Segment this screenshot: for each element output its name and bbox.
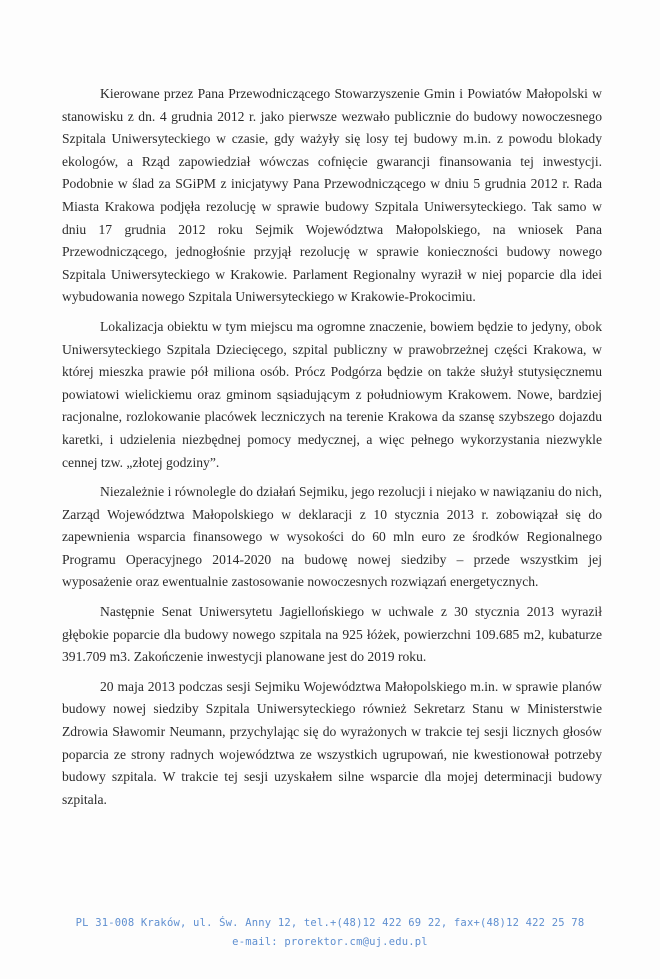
paragraph-1: Kierowane przez Pana Przewodniczącego Stowarzyszenie Gmin i Powiatów Małopolski w stanowisku z dn. 4 grudnia 2012 r. jako pierwsze wezwało publicznie do budowy nowoczesnego Szpitala Uniwersyteckiego w czasie, gdy ważyły się losy tej budowy m.in. z powodu blokady ekologów, a Rząd zapowiedział wówczas cofnięcie gwarancji finansowania tej inwestycji. Podobnie w ślad za SGiPM z inicjatywy Pana Przewodniczącego w dniu 5 grudnia 2012 r. Rada Miasta Krakowa podjęła rezolucję w sprawie budowy Szpitala Uniwersyteckiego. Tak samo w dniu 17 grudnia 2012 roku Sejmik Województwa Małopolskiego, na wniosek Pana Przewodniczącego, jednogłośnie przyjął rezolucję w sprawie konieczności budowy nowego Szpitala Uniwersyteckiego w Krakowie. Parlament Regionalny wyraził w niej poparcie dla idei wybudowania nowego Szpitala Uniwersyteckiego w Krakowie-Prokocimiu. — [62, 86, 602, 305]
paragraph-5: 20 maja 2013 podczas sesji Sejmiku Województwa Małopolskiego m.in. w sprawie planów budowy nowej siedziby Szpitala Uniwersyteckiego również Sekretarz Stanu w Ministerstwie Zdrowia Sławomir Neumann, przychylając się do wyrażonych w trakcie tej sesji licznych głosów poparcia ze strony radnych województwa ze wszystkich ugrupowań, nie kwestionował potrzeby budowy szpitala. W trakcie tej sesji uzyskałem silne wsparcie dla mojej determinacji budowy szpitala. — [62, 678, 602, 807]
paragraph-2: Lokalizacja obiektu w tym miejscu ma ogromne znaczenie, bowiem będzie to jedyny, obok Uniwersyteckiego Szpitala Dziecięcego, szpital publiczny w prawobrzeżnej części Krakowa, w której mieszka prawie pół miliona osób. Prócz Podgórza będzie on także służył stutysięcznemu powiatowi wielickiemu oraz gminom sąsiadującym z południowym Krakowem. Nowe, bardziej racjonalne, rozlokowanie placówek leczniczych na terenie Krakowa da szansę szybszego dojazdu karetki, i udzielenia niezbędnej pomocy medycznej, a więc pełnego wykorzystania niezwykle cennej tzw. „złotej godziny”. — [62, 318, 602, 470]
paragraph-3: Niezależnie i równolegle do działań Sejmiku, jego rezolucji i niejako w nawiązaniu do nich, Zarząd Województwa Małopolskiego w deklaracji z 10 stycznia 2013 r. zobowiązał się do zapewnienia wsparcia finansowego w wysokości do 60 mln euro ze środków Regionalnego Programu Operacyjnego 2014-2020 na budowę nowej siedziby – przede wszystkim jej wyposażenie oraz ewentualnie zastosowanie nowoczesnych rozwiązań energetycznych. — [62, 484, 602, 590]
paragraph-4: Następnie Senat Uniwersytetu Jagiellońskiego w uchwale z 30 stycznia 2013 wyraził głębokie poparcie dla budowy nowego szpitala na 925 łóżek, powierzchni 109.685 m2, kubaturze 391.709 m3. Zakończenie inwestycji planowane jest do 2019 roku. — [62, 604, 602, 665]
footer-email: e-mail: prorektor.cm@uj.edu.pl — [232, 936, 428, 948]
footer-address: PL 31-008 Kraków, ul. Św. Anny 12, tel.+(48)12 422 69 22, fax+(48)12 422 25 78 — [75, 917, 585, 929]
letter-body — [62, 83, 602, 818]
